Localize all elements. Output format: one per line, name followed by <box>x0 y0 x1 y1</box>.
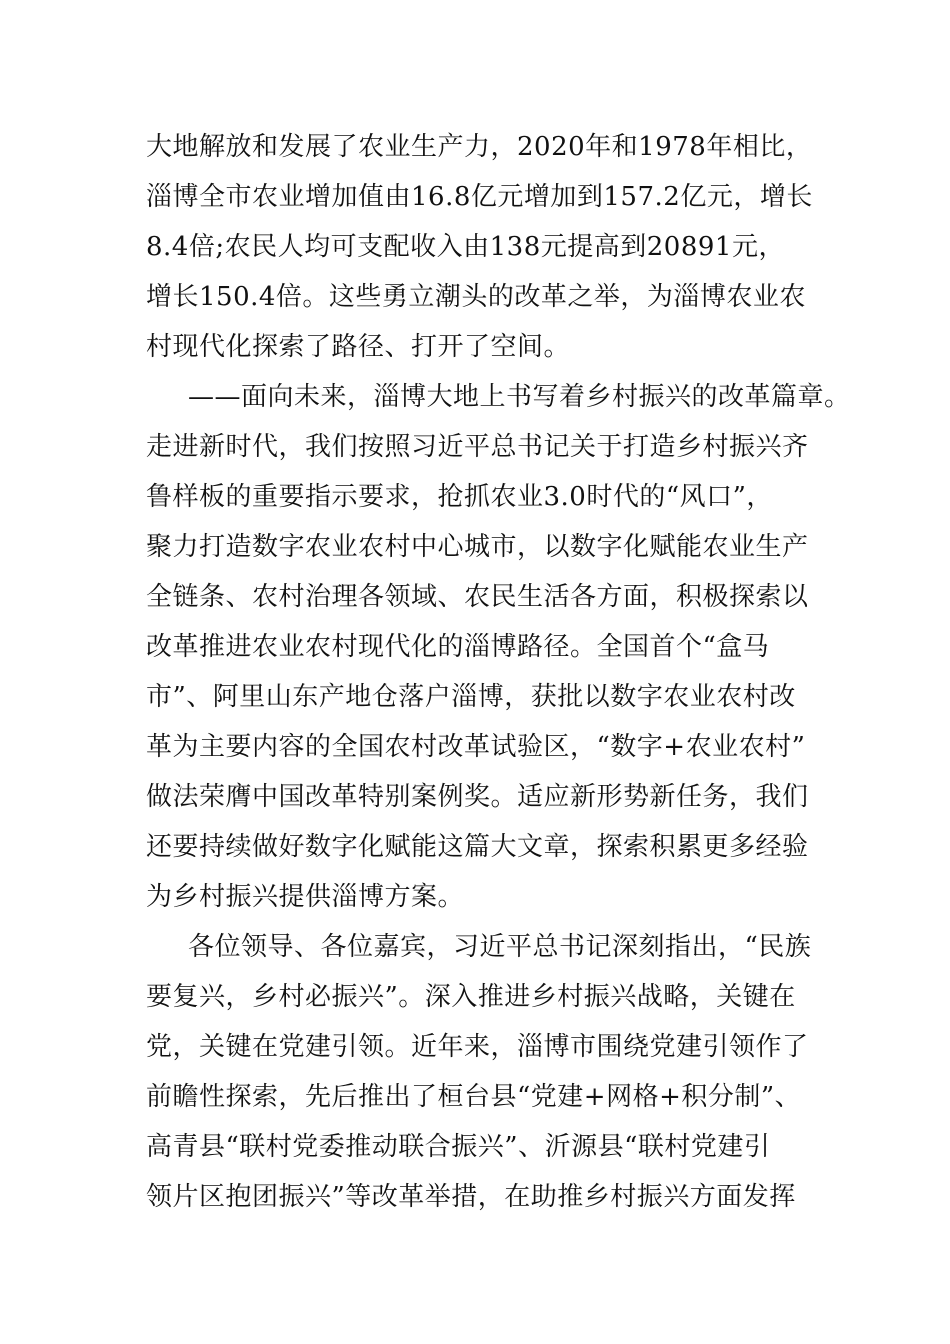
text-line: 要复兴，乡村必振兴”。深入推进乡村振兴战略，关键在 <box>146 982 796 1012</box>
text-line: 为乡村振兴提供淄博方案。 <box>146 882 465 912</box>
text-line: 村现代化探索了路径、打开了空间。 <box>146 332 571 362</box>
text-line: 市”、阿里山东产地仓落户淄博，获批以数字农业农村改 <box>146 682 796 712</box>
paragraph-start-line: ——面向未来，淄博大地上书写着乡村振兴的改革篇章。 <box>188 382 851 412</box>
text-line: 领片区抱团振兴”等改革举措，在助推乡村振兴方面发挥 <box>146 1182 796 1212</box>
text-line: 高青县“联村党委推动联合振兴”、沂源县“联村党建引 <box>146 1132 771 1162</box>
text-line: 改革推进农业农村现代化的淄博路径。全国首个“盒马 <box>146 632 770 662</box>
text-line: 做法荣膺中国改革特别案例奖。适应新形势新任务，我们 <box>146 782 809 812</box>
paragraph-start-line: 各位领导、各位嘉宾，习近平总书记深刻指出，“民族 <box>188 932 812 962</box>
body-text <box>146 122 851 1222</box>
text-line: 革为主要内容的全国农村改革试验区，“数字+农业农村” <box>146 732 806 762</box>
text-line: 还要持续做好数字化赋能这篇大文章，探索积累更多经验 <box>146 832 809 862</box>
text-line: 鲁样板的重要指示要求，抢抓农业3.0时代的“风口”， <box>146 482 773 512</box>
text-line: 全链条、农村治理各领域、农民生活各方面，积极探索以 <box>146 582 809 612</box>
text-line: 前瞻性探索，先后推出了桓台县“党建+网格+积分制”、 <box>146 1082 802 1112</box>
text-line: 增长150.4倍。这些勇立潮头的改革之举，为淄博农业农 <box>146 282 806 312</box>
text-line: 淄博全市农业增加值由16.8亿元增加到157.2亿元，增长 <box>146 182 813 212</box>
text-line: 聚力打造数字农业农村中心城市，以数字化赋能农业生产 <box>146 532 809 562</box>
text-line: 党，关键在党建引领。近年来，淄博市围绕党建引领作了 <box>146 1032 809 1062</box>
text-line: 8.4倍;农民人均可支配收入由138元提高到20891元， <box>146 232 785 262</box>
text-line: 走进新时代，我们按照习近平总书记关于打造乡村振兴齐 <box>146 432 809 462</box>
text-line: 大地解放和发展了农业生产力，2020年和1978年相比， <box>146 132 813 162</box>
